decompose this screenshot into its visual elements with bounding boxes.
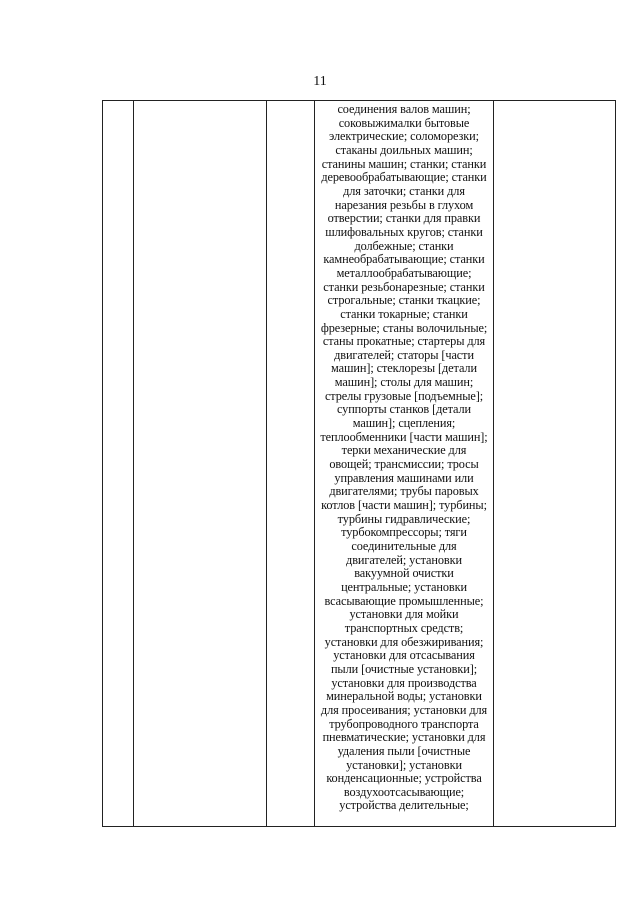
goods-text-line: нарезания резьбы в глухом — [334, 197, 474, 212]
goods-text-line: овощей; трансмиссии; тросы — [329, 457, 479, 472]
goods-text-line: станы прокатные; стартеры для — [322, 334, 486, 349]
goods-text-line: теплообменники [части машин]; — [320, 429, 488, 444]
table-row — [103, 101, 616, 827]
goods-text-line: двигателей; установки — [346, 552, 462, 567]
goods-text-line: установки для производства — [331, 675, 477, 690]
table-cell-number — [103, 101, 134, 827]
goods-text-line: турбины гидравлические; — [337, 511, 471, 526]
table-cell-name — [134, 101, 267, 827]
goods-text-line: машин]; стеклорезы [детали — [331, 361, 477, 376]
goods-text-line: устройства делительные; — [339, 798, 469, 813]
goods-text-line: установки для обезжиривания; — [324, 634, 484, 649]
goods-text-line: воздухоотсасывающие; — [343, 784, 465, 799]
goods-text-line: управления машинами или — [334, 470, 474, 485]
goods-text-line: станки резьбонарезные; станки — [323, 279, 485, 294]
table-cell-goods-list — [315, 101, 494, 827]
goods-text-line: пневматические; установки для — [322, 730, 486, 745]
goods-text-line: трубопроводного транспорта — [329, 716, 479, 731]
goods-text-line: шлифовальных кругов; станки — [325, 224, 483, 239]
goods-text-line: установки]; установки — [346, 757, 462, 772]
goods-text-line: металлообрабатывающие; — [336, 265, 472, 280]
goods-text-line: камнеобрабатывающие; станки — [323, 252, 485, 267]
goods-text-line: удаления пыли [очистные — [337, 743, 471, 758]
goods-text-line: фрезерные; станы волочильные; — [320, 320, 488, 335]
goods-text-line: стрелы грузовые [подъемные]; — [324, 388, 484, 403]
goods-text-line: для заточки; станки для — [343, 183, 465, 198]
goods-text-line: всасывающие промышленные; — [324, 593, 484, 608]
goods-text-line: установки для отсасывания — [333, 648, 475, 663]
goods-text-line: деревообрабатывающие; станки — [321, 170, 487, 185]
goods-text-line: соединительные для — [351, 539, 457, 553]
goods-text-line: котлов [части машин]; турбины; — [321, 498, 487, 513]
goods-text-line: машин]; столы для машин; — [334, 375, 474, 390]
goods-text-line: двигателей; статоры [части — [334, 347, 474, 362]
goods-text-line: долбежные; станки — [354, 238, 454, 253]
goods-text-line: транспортных средств; — [344, 620, 464, 635]
goods-text-line: вакуумной очистки — [354, 566, 454, 581]
goods-text-line: терки механические для — [341, 443, 467, 458]
goods-text-line: двигателями; трубы паровых — [329, 484, 479, 499]
goods-text-line: суппорты станков [детали — [336, 402, 472, 417]
goods-text-line: конденсационные; устройства — [326, 771, 482, 786]
table-cell-class — [267, 101, 315, 827]
goods-text-line: отверстии; станки для правки — [327, 211, 481, 226]
goods-text-line: соединения валов машин; — [337, 102, 471, 116]
goods-text-line: турбокомпрессоры; тяги — [341, 525, 467, 540]
goods-text-line: соковыжималки бытовые — [338, 115, 470, 130]
goods-table — [102, 100, 616, 827]
goods-text-line: установки для мойки — [349, 607, 459, 622]
goods-text-line: электрические; соломорезки; — [329, 129, 479, 144]
goods-text-line: стаканы доильных машин; — [335, 142, 473, 157]
page-number: 11 — [313, 74, 327, 89]
goods-text-line: машин]; сцепления; — [352, 416, 456, 431]
goods-text-line: пыли [очистные установки]; — [330, 661, 478, 676]
table-cell-notes — [494, 101, 616, 827]
goods-text-line: станины машин; станки; станки — [321, 156, 487, 171]
goods-text-line: минеральной воды; установки — [326, 689, 482, 704]
goods-text-line: строгальные; станки ткацкие; — [327, 293, 481, 308]
goods-text-line: станки токарные; станки — [340, 306, 468, 321]
goods-text-line: для просеивания; установки для — [320, 702, 488, 717]
goods-text-line: центральные; установки — [341, 579, 467, 594]
